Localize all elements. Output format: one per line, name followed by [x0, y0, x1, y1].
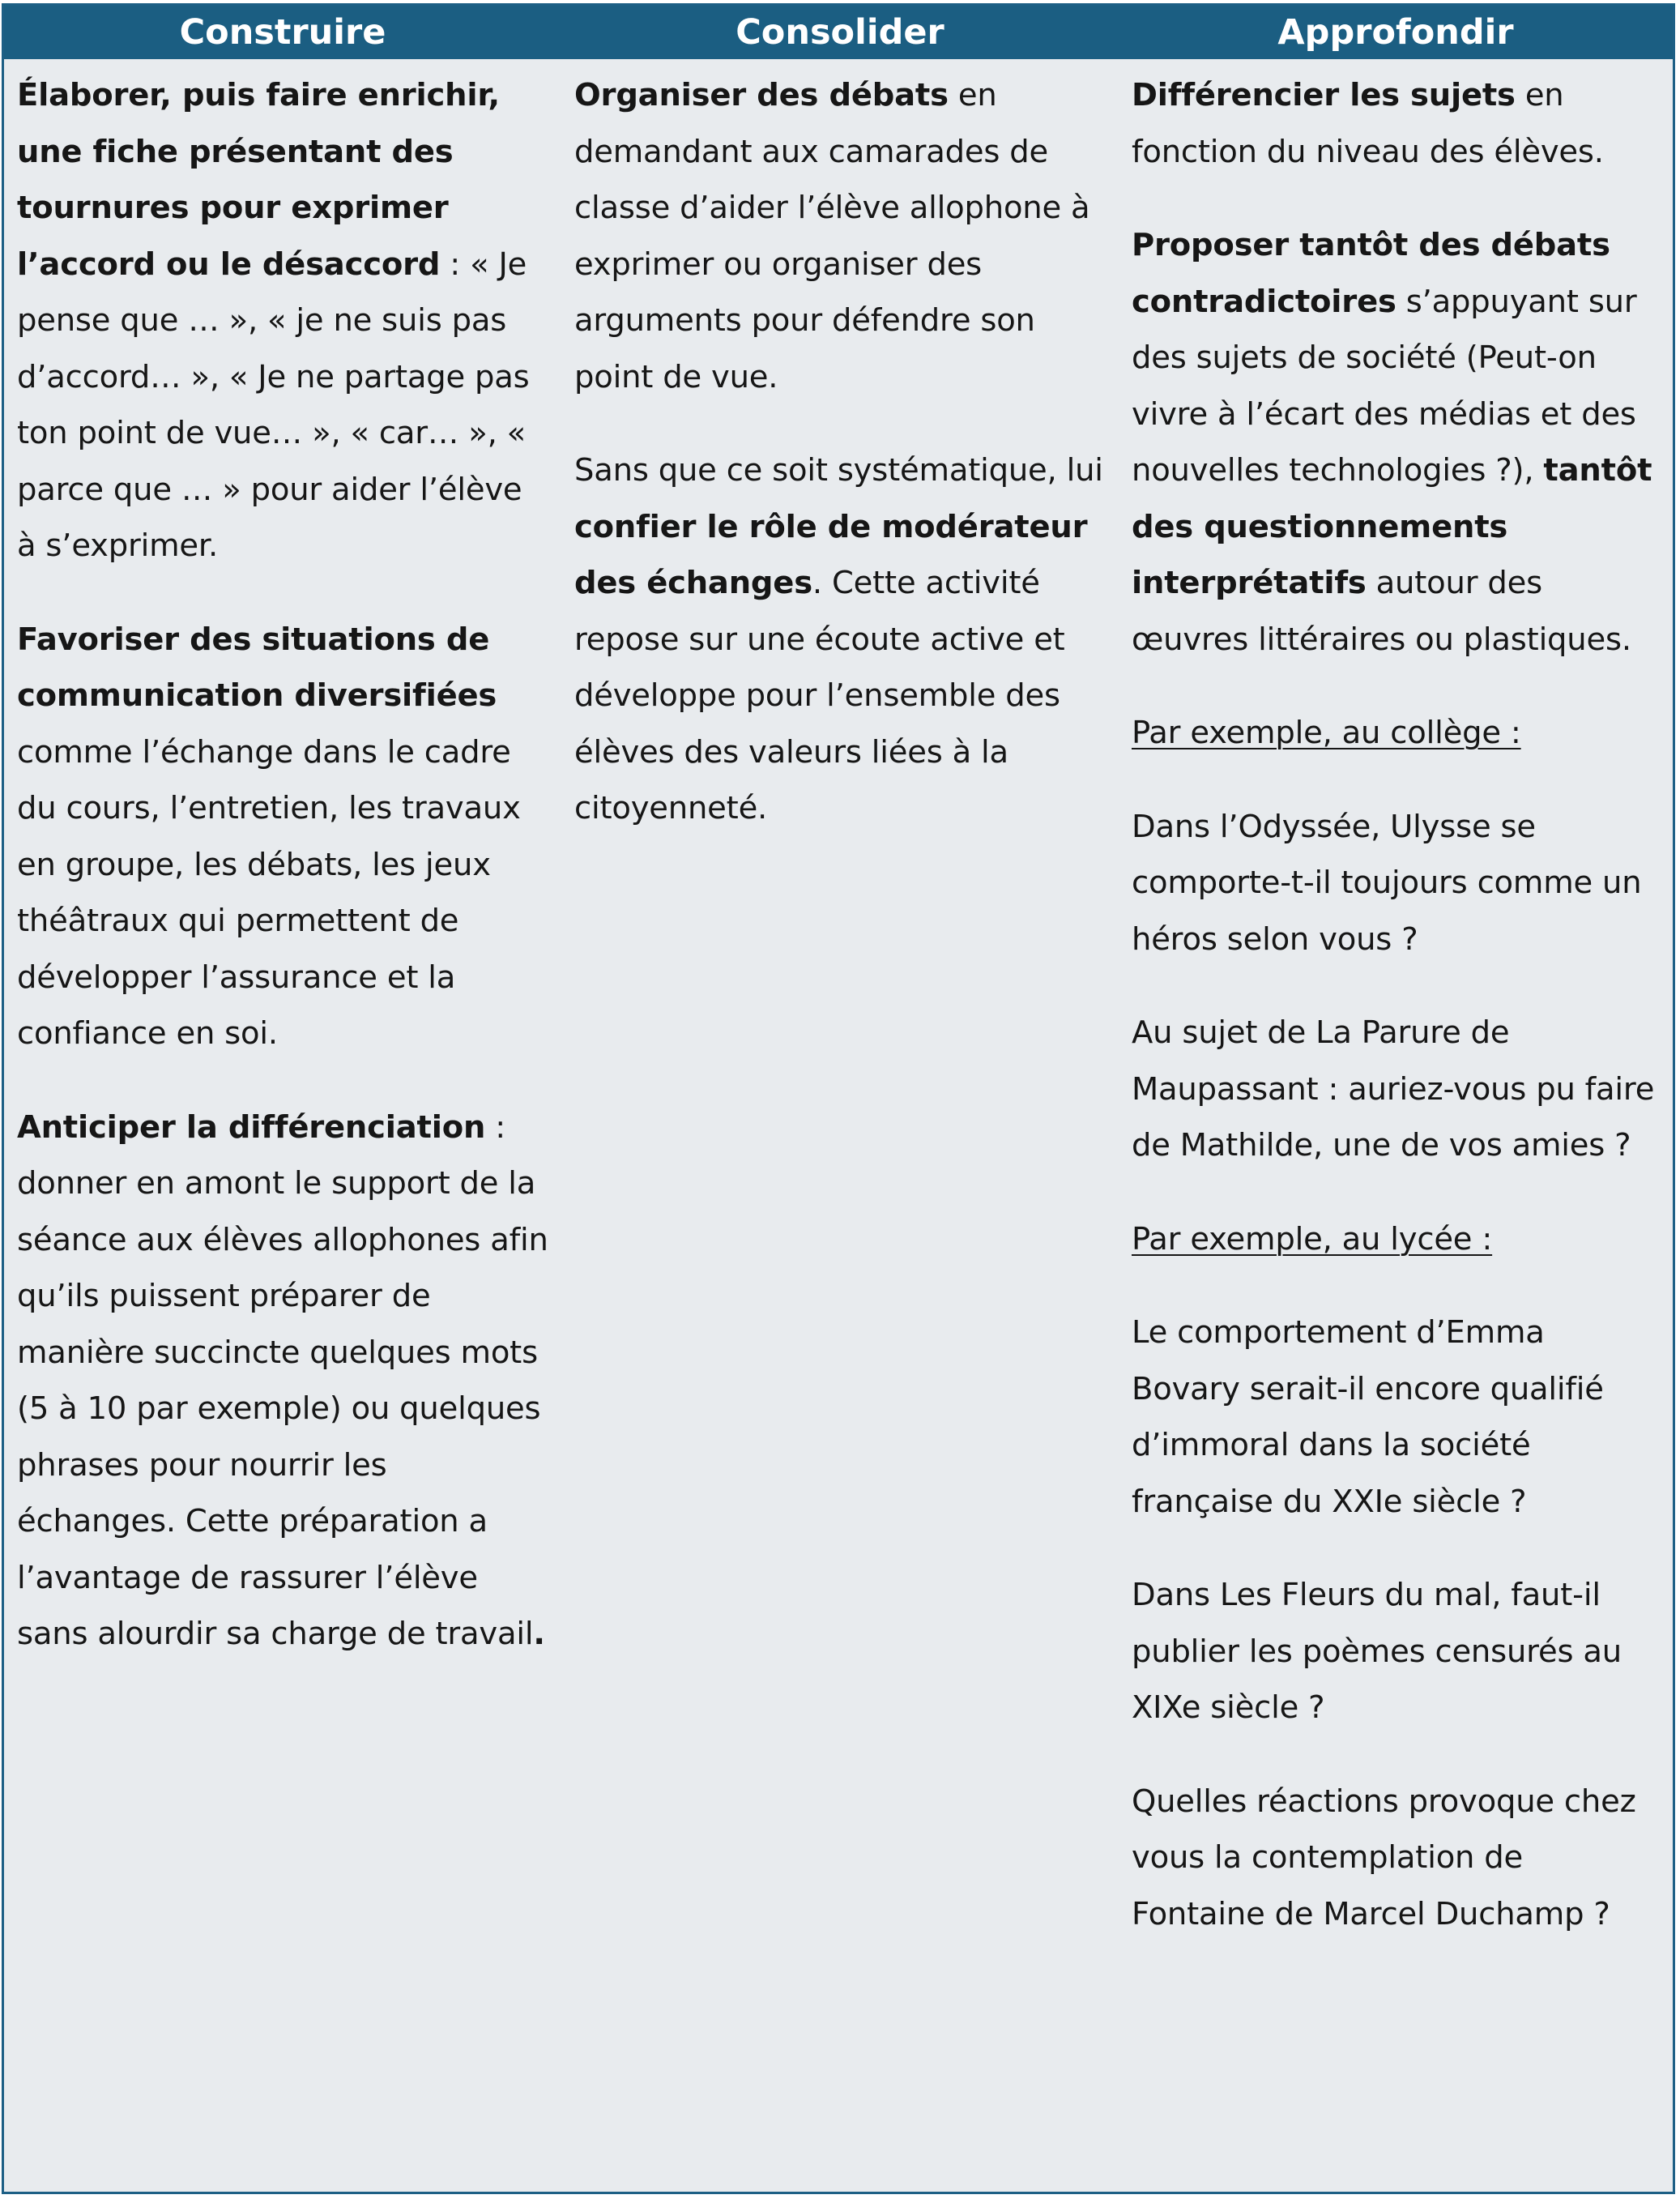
cell-construire — [4, 59, 561, 2192]
lycee-example-label: Par exemple, au lycée : — [1132, 1220, 1493, 1257]
lycee-question-2: Dans Les Fleurs du mal, faut-il publier les poèmes censurés au XIXe siècle ? — [1132, 1577, 1622, 1726]
approfondir-paragraph-2: Proposer tantôt des débats contradictoires s’appuyant sur des sujets de société (Peut-on vivre à l’écart des médias et des nouvelles technologies ?), tantôt des questionnements interprétatifs autour des œuvres littéraires ou plastiques. — [1132, 227, 1652, 658]
consolider-paragraph-1: Organiser des débats en demandant aux camarades de classe d’aider l’élève allophone à exprimer ou organiser des arguments pour défendre son point de vue. — [574, 77, 1090, 395]
construire-paragraph-3: Anticiper la différenciation : donner en amont le support de la séance aux élèves allophones afin qu’ils puissent préparer de manière succincte quelques mots (5 à 10 par exemple) ou quelques phrases pour nourrir les échanges. Cette préparation a l’avantage de rassurer l’élève sans alourdir sa charge de travail. — [17, 1108, 548, 1652]
approfondir-paragraph-1: Différencier les sujets en fonction du niveau des élèves. — [1132, 77, 1604, 170]
consolider-paragraph-2: Sans que ce soit systématique, lui confier le rôle de modérateur des échanges. Cette activité repose sur une écoute active et développe pour l’ensemble des élèves des valeurs liées à la citoyenneté. — [574, 452, 1103, 826]
cell-consolider — [561, 59, 1119, 2192]
header-approfondir: Approfondir — [1119, 6, 1673, 59]
lycee-question-3: Quelles réactions provoque chez vous la contemplation de Fontaine de Marcel Duchamp ? — [1132, 1783, 1636, 1932]
header-consolider: Consolider — [561, 6, 1119, 59]
construire-paragraph-1: Élaborer, puis faire enrichir, une fiche présentant des tournures pour exprimer l’accord ou le désaccord : « Je pense que … », « je ne suis pas d’accord… », « Je ne partage pas ton point de vue… », « car… », « parce que … » pour aider l’élève à s’exprimer. — [17, 77, 530, 564]
pedagogy-table — [2, 3, 1675, 2194]
construire-paragraph-2: Favoriser des situations de communication diversifiées comme l’échange dans le cadre du cours, l’entretien, les travaux en groupe, les débats, les jeux théâtraux qui permettent de développer l’assurance et la confiance en soi. — [17, 621, 521, 1052]
college-example-label: Par exemple, au collège : — [1132, 715, 1521, 751]
header-construire: Construire — [4, 6, 561, 59]
cell-approfondir — [1119, 59, 1673, 2192]
college-question-1: Dans l’Odyssée, Ulysse se comporte-t-il toujours comme un héros selon vous ? — [1132, 808, 1642, 958]
lycee-question-1: Le comportement d’Emma Bovary serait-il encore qualifié d’immoral dans la société française du XXIe siècle ? — [1132, 1314, 1604, 1520]
college-question-2: Au sujet de La Parure de Maupassant : auriez-vous pu faire de Mathilde, une de vos amies ? — [1132, 1014, 1655, 1164]
